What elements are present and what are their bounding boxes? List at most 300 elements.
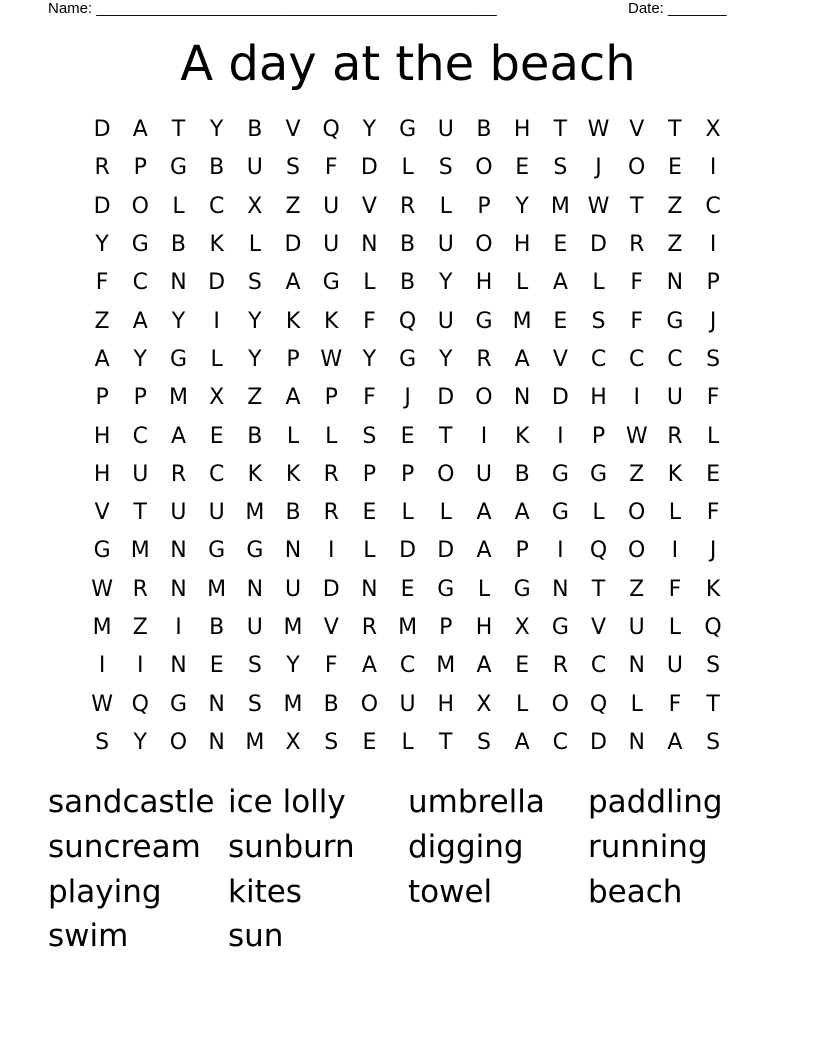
grid-letter: Z <box>247 385 263 411</box>
grid-letter: G <box>169 691 187 717</box>
grid-letter: G <box>322 270 340 296</box>
grid-letter: R <box>399 193 416 219</box>
grid-letter: L <box>477 576 491 602</box>
word-list-item: sandcastle <box>48 784 215 820</box>
grid-letter: N <box>628 653 645 679</box>
grid-letter: L <box>516 270 529 296</box>
grid-letter: S <box>591 308 606 334</box>
grid-letter: I <box>327 538 335 564</box>
grid-letter: M <box>283 691 303 717</box>
grid-letter: K <box>285 308 301 334</box>
grid-letter: F <box>324 653 338 679</box>
grid-letter: D <box>284 232 302 258</box>
grid-letter: E <box>400 423 415 449</box>
grid-letter: N <box>361 576 378 602</box>
grid-row <box>83 341 733 379</box>
grid-letter: G <box>246 538 264 564</box>
grid-letter: R <box>629 232 645 258</box>
grid-letter: K <box>705 576 721 602</box>
grid-letter: O <box>475 385 493 411</box>
grid-letter: C <box>399 653 416 679</box>
grid-letter: B <box>514 461 530 487</box>
grid-letter: N <box>246 576 264 602</box>
grid-letter: P <box>439 615 453 640</box>
grid-letter: H <box>475 270 493 296</box>
grid-letter: B <box>247 117 263 143</box>
grid-letter: J <box>595 155 602 181</box>
grid-letter: A <box>514 346 530 372</box>
grid-letter: R <box>132 576 148 602</box>
word-list-item: paddling <box>588 784 723 820</box>
grid-letter: U <box>284 576 302 602</box>
grid-letter: M <box>550 193 570 219</box>
grid-letter: R <box>170 461 187 487</box>
grid-letter: X <box>209 385 225 411</box>
grid-letter: Z <box>94 308 110 334</box>
grid-letter: C <box>208 193 225 219</box>
grid-letter: C <box>132 423 148 449</box>
grid-letter: Q <box>589 691 608 717</box>
grid-letter: G <box>513 576 531 602</box>
grid-letter: D <box>399 538 417 564</box>
grid-letter: L <box>592 270 605 296</box>
grid-letter: D <box>360 155 378 181</box>
grid-letter: S <box>247 653 262 679</box>
grid-letter: P <box>706 270 720 296</box>
grid-letter: L <box>286 423 300 449</box>
grid-letter: X <box>514 615 530 640</box>
grid-letter: O <box>628 538 646 564</box>
grid-letter: G <box>551 461 569 487</box>
grid-letter: O <box>628 500 646 526</box>
grid-letter: M <box>92 615 112 640</box>
grid-letter: U <box>170 500 187 526</box>
grid-letter: S <box>438 155 453 181</box>
grid-letter: D <box>93 117 111 143</box>
grid-letter: A <box>476 500 492 526</box>
grid-letter: A <box>552 270 568 296</box>
grid-letter: W <box>91 576 113 602</box>
grid-letter: M <box>283 615 303 640</box>
grid-letter: H <box>590 385 607 411</box>
grid-letter: A <box>94 346 110 372</box>
grid-letter: Y <box>248 346 262 372</box>
word-list-item: running <box>588 828 708 865</box>
grid-letter: G <box>475 308 493 334</box>
grid-letter: I <box>671 538 679 564</box>
grid-letter: C <box>705 193 721 219</box>
grid-letter: R <box>667 423 683 449</box>
grid-letter: A <box>514 500 530 526</box>
grid-letter: F <box>363 385 376 411</box>
grid-letter: G <box>208 538 226 564</box>
grid-letter: C <box>208 461 225 487</box>
grid-letter: V <box>591 615 607 640</box>
grid-letter: M <box>130 538 150 564</box>
grid-letter: V <box>323 615 339 640</box>
grid-row <box>83 302 733 340</box>
grid-letter: A <box>514 729 530 755</box>
grid-letter: T <box>591 576 606 602</box>
word-list-item: umbrella <box>408 784 545 820</box>
grid-letter: E <box>362 729 377 755</box>
grid-letter: Y <box>133 346 147 372</box>
grid-letter: U <box>666 653 683 679</box>
grid-letter: Z <box>629 576 645 602</box>
grid-letter: N <box>513 385 531 411</box>
grid-letter: P <box>286 346 300 372</box>
grid-letter: H <box>93 423 111 449</box>
grid-letter: K <box>209 232 224 258</box>
grid-letter: K <box>514 423 530 449</box>
grid-letter: U <box>437 232 454 258</box>
letter-grid <box>83 111 733 762</box>
grid-letter: E <box>209 653 224 679</box>
grid-letter: I <box>213 308 220 334</box>
header-line <box>0 0 816 20</box>
grid-letter: Q <box>131 691 149 717</box>
grid-letter: N <box>170 270 187 296</box>
grid-letter: H <box>513 117 531 143</box>
grid-letter: C <box>629 346 645 372</box>
grid-letter: I <box>98 653 106 679</box>
grid-letter: E <box>362 500 377 526</box>
grid-letter: G <box>169 346 187 372</box>
grid-letter: P <box>133 155 147 181</box>
grid-letter: O <box>131 193 149 219</box>
grid-letter: T <box>171 117 186 143</box>
grid-letter: P <box>477 193 491 219</box>
grid-letter: C <box>667 346 683 372</box>
word-list-item: towel <box>408 873 493 910</box>
grid-letter: R <box>323 461 339 487</box>
grid-letter: U <box>323 232 340 258</box>
grid-letter: G <box>131 232 149 258</box>
grid-letter: T <box>439 729 453 755</box>
grid-letter: R <box>552 653 568 679</box>
grid-row <box>83 417 733 455</box>
grid-letter: O <box>169 729 188 755</box>
grid-letter: K <box>285 461 301 487</box>
grid-letter: L <box>706 423 720 449</box>
grid-letter: I <box>480 423 488 449</box>
grid-letter: T <box>629 193 644 219</box>
grid-letter: N <box>170 653 187 679</box>
page-title: A day at the beach <box>180 36 636 92</box>
grid-letter: V <box>94 500 110 526</box>
grid-letter: S <box>286 155 301 181</box>
grid-letter: Y <box>133 729 147 755</box>
grid-letter: C <box>552 729 569 755</box>
grid-letter: B <box>209 155 225 181</box>
grid-letter: Z <box>667 232 683 258</box>
grid-letter: F <box>668 691 682 717</box>
grid-letter: D <box>208 270 226 296</box>
grid-letter: P <box>515 538 529 564</box>
grid-letter: U <box>475 461 493 487</box>
grid-letter: O <box>475 232 493 258</box>
grid-letter: F <box>630 270 644 296</box>
grid-letter: M <box>245 729 265 755</box>
grid-letter: G <box>169 155 187 181</box>
grid-letter: S <box>706 653 721 679</box>
grid-letter: L <box>668 500 682 526</box>
grid-letter: P <box>95 385 109 411</box>
grid-letter: Z <box>132 615 148 640</box>
grid-letter: C <box>590 346 607 372</box>
grid-letter: H <box>93 461 111 487</box>
grid-letter: G <box>399 346 417 372</box>
grid-letter: E <box>515 653 530 679</box>
grid-letter: D <box>93 193 111 219</box>
grid-letter: U <box>132 461 149 487</box>
grid-letter: Z <box>629 461 645 487</box>
grid-letter: T <box>439 423 453 449</box>
grid-letter: A <box>132 117 148 143</box>
grid-letter: S <box>553 155 568 181</box>
grid-letter: G <box>437 576 455 602</box>
grid-letter: F <box>324 155 338 181</box>
word-list <box>48 782 768 961</box>
grid-letter: L <box>592 500 605 526</box>
grid-letter: D <box>590 232 607 258</box>
word-list-item: sun <box>228 918 284 955</box>
grid-letter: B <box>170 232 187 258</box>
word-list-item: sunburn <box>228 828 355 865</box>
grid-letter: R <box>361 615 378 640</box>
grid-letter: N <box>284 538 302 564</box>
grid-letter: A <box>285 270 301 296</box>
grid-letter: T <box>668 117 682 143</box>
grid-row <box>83 379 733 417</box>
grid-letter: G <box>590 461 608 487</box>
grid-letter: P <box>362 461 377 487</box>
grid-letter: V <box>552 346 568 372</box>
grid-letter: N <box>208 729 225 755</box>
grid-letter: S <box>362 423 377 449</box>
grid-letter: U <box>437 117 454 143</box>
grid-letter: R <box>94 155 110 181</box>
grid-letter: J <box>709 538 717 564</box>
grid-row <box>83 111 733 149</box>
grid-letter: F <box>363 308 376 334</box>
grid-letter: G <box>666 308 684 334</box>
word-list-item: suncream <box>48 828 201 865</box>
grid-letter: O <box>437 461 455 487</box>
grid-letter: A <box>476 538 492 564</box>
grid-letter: L <box>439 193 452 219</box>
grid-letter: L <box>172 193 185 219</box>
grid-letter: S <box>324 729 339 755</box>
grid-letter: J <box>709 308 717 334</box>
grid-letter: G <box>93 538 111 564</box>
grid-letter: B <box>476 117 492 143</box>
grid-letter: U <box>323 193 340 219</box>
grid-letter: S <box>706 346 721 372</box>
date-field: Date: _______ <box>628 0 727 17</box>
grid-letter: Y <box>362 117 377 143</box>
grid-letter: J <box>404 385 411 411</box>
grid-letter: T <box>553 117 568 143</box>
grid-letter: P <box>400 461 415 487</box>
grid-letter: Q <box>589 538 608 564</box>
grid-letter: I <box>709 155 717 181</box>
grid-letter: X <box>247 193 263 219</box>
grid-letter: K <box>324 308 339 334</box>
grid-row <box>83 188 733 226</box>
grid-letter: T <box>133 500 147 526</box>
grid-letter: N <box>170 576 187 602</box>
grid-letter: O <box>628 155 646 181</box>
grid-letter: L <box>401 155 414 181</box>
grid-letter: B <box>400 232 416 258</box>
grid-letter: G <box>399 117 417 143</box>
grid-letter: F <box>95 270 109 296</box>
grid-letter: F <box>706 500 720 526</box>
grid-letter: V <box>285 117 301 143</box>
grid-letter: Y <box>362 346 377 372</box>
grid-letter: E <box>209 423 224 449</box>
grid-letter: C <box>132 270 148 296</box>
name-field: Name: ________________________________________________ <box>48 0 497 17</box>
grid-letter: F <box>630 308 644 334</box>
grid-letter: R <box>323 500 339 526</box>
grid-letter: B <box>209 615 225 640</box>
grid-letter: S <box>476 729 491 755</box>
grid-row <box>83 609 733 647</box>
grid-letter: E <box>553 308 568 334</box>
grid-letter: D <box>322 576 340 602</box>
grid-letter: I <box>709 232 717 258</box>
grid-letter: V <box>629 117 645 143</box>
grid-letter: L <box>363 270 376 296</box>
grid-letter: P <box>591 423 606 449</box>
grid-letter: L <box>439 500 452 526</box>
grid-letter: A <box>476 653 492 679</box>
grid-letter: N <box>628 729 645 755</box>
grid-letter: A <box>361 653 377 679</box>
grid-letter: Y <box>439 270 453 296</box>
grid-letter: F <box>668 576 682 602</box>
grid-letter: Q <box>398 308 417 334</box>
grid-letter: B <box>285 500 301 526</box>
grid-letter: U <box>399 691 416 717</box>
grid-letter: Y <box>515 193 529 219</box>
grid-letter: L <box>248 232 261 258</box>
grid-letter: L <box>325 423 338 449</box>
grid-letter: W <box>587 193 610 219</box>
grid-letter: M <box>207 576 227 602</box>
grid-letter: T <box>706 691 720 717</box>
grid-letter: Y <box>248 308 262 334</box>
grid-row <box>83 532 733 570</box>
grid-row <box>83 264 733 302</box>
grid-letter: W <box>587 117 610 143</box>
grid-letter: Y <box>95 232 109 258</box>
grid-letter: U <box>246 155 263 181</box>
grid-letter: U <box>437 308 454 334</box>
grid-letter: S <box>706 729 721 755</box>
grid-letter: L <box>210 346 223 372</box>
grid-letter: S <box>95 729 110 755</box>
word-list-item: kites <box>228 873 302 910</box>
grid-letter: Y <box>171 308 186 334</box>
grid-letter: L <box>516 691 529 717</box>
grid-letter: Q <box>322 117 340 143</box>
grid-letter: L <box>630 691 643 717</box>
grid-letter: Z <box>667 193 683 219</box>
grid-letter: X <box>285 729 301 755</box>
grid-letter: B <box>323 691 339 717</box>
grid-letter: I <box>137 653 144 679</box>
word-list-item: swim <box>48 918 129 955</box>
grid-letter: W <box>625 423 648 449</box>
grid-letter: A <box>132 308 148 334</box>
grid-letter: E <box>706 461 721 487</box>
grid-letter: U <box>208 500 225 526</box>
grid-letter: F <box>706 385 720 411</box>
grid-letter: M <box>168 385 188 411</box>
grid-letter: N <box>361 232 378 258</box>
grid-letter: H <box>513 232 531 258</box>
grid-letter: G <box>551 615 569 640</box>
grid-letter: N <box>170 538 187 564</box>
grid-letter: A <box>170 423 186 449</box>
grid-row <box>83 724 733 762</box>
grid-row <box>83 685 733 723</box>
grid-letter: S <box>247 270 262 296</box>
grid-letter: O <box>551 691 569 717</box>
grid-letter: O <box>360 691 379 717</box>
grid-letter: K <box>247 461 263 487</box>
grid-letter: B <box>247 423 263 449</box>
word-list-item: beach <box>588 873 683 910</box>
grid-letter: A <box>285 385 301 411</box>
grid-letter: I <box>633 385 640 411</box>
grid-row <box>83 456 733 494</box>
grid-letter: N <box>552 576 569 602</box>
grid-letter: U <box>628 615 645 640</box>
grid-row <box>83 226 733 264</box>
grid-letter: R <box>476 346 492 372</box>
grid-letter: Z <box>285 193 301 219</box>
grid-letter: M <box>398 615 418 640</box>
grid-letter: N <box>208 691 225 717</box>
grid-letter: X <box>705 117 721 143</box>
word-list-item: ice lolly <box>228 784 346 820</box>
grid-letter: L <box>668 615 682 640</box>
word-list-item: digging <box>408 828 524 865</box>
grid-row <box>83 647 733 685</box>
grid-row <box>83 571 733 609</box>
grid-letter: B <box>400 270 416 296</box>
grid-letter: L <box>363 538 376 564</box>
word-list-item: playing <box>48 873 162 910</box>
grid-letter: L <box>401 729 414 755</box>
grid-letter: E <box>553 232 568 258</box>
grid-letter: X <box>476 691 492 717</box>
grid-letter: S <box>247 691 262 717</box>
grid-letter: Y <box>439 346 453 372</box>
grid-letter: I <box>175 615 182 640</box>
grid-letter: A <box>667 729 683 755</box>
grid-letter: M <box>436 653 456 679</box>
grid-letter: M <box>512 308 532 334</box>
grid-letter: W <box>91 691 113 717</box>
grid-letter: N <box>666 270 684 296</box>
grid-letter: D <box>437 538 455 564</box>
grid-letter: C <box>590 653 607 679</box>
